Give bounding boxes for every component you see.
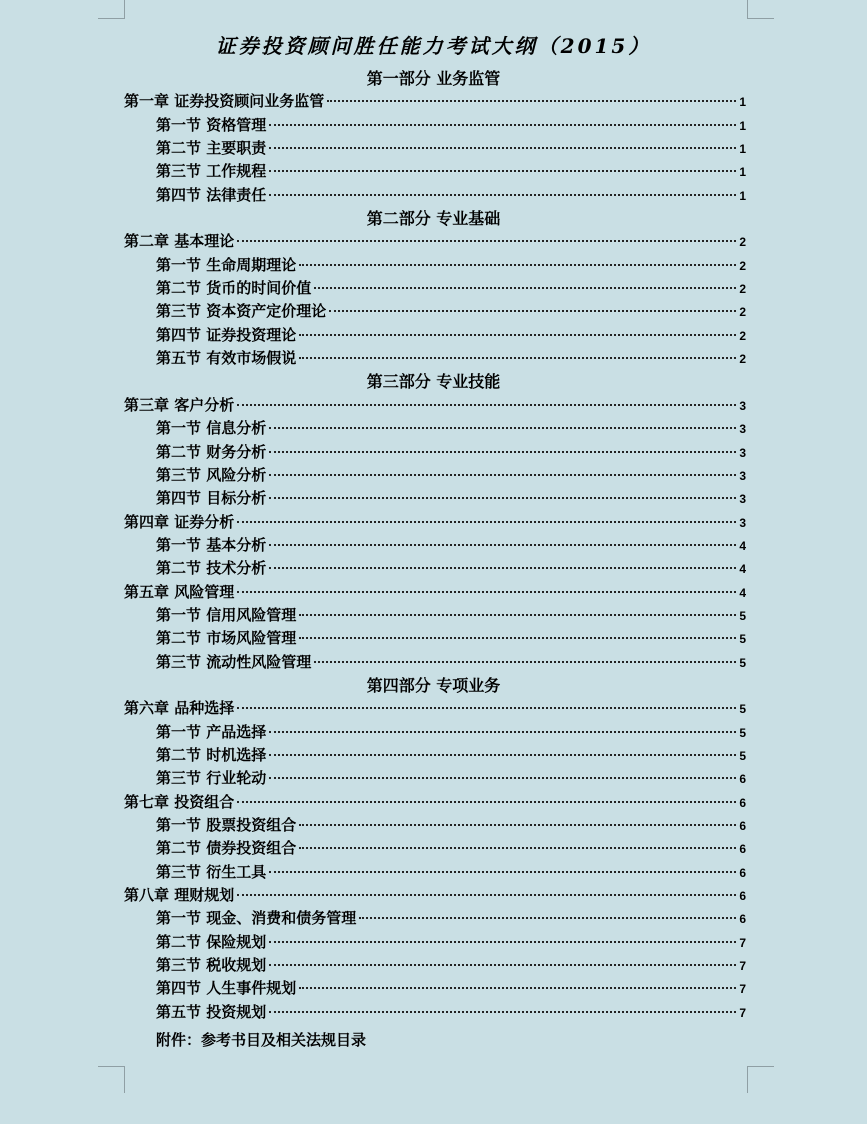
page-number: 1 (739, 165, 746, 180)
section-title: 第一节 股票投资组合 (156, 816, 297, 834)
chapter-title: 第一章 证券投资顾问业务监管 (124, 92, 325, 111)
toc-entry-link[interactable] (156, 977, 746, 1001)
page-number: 7 (739, 982, 746, 997)
dot-leader (269, 124, 736, 126)
page-number: 6 (739, 912, 746, 927)
chapter-title: 第四章 证券分析 (124, 512, 235, 531)
section-title: 第二节 技术分析 (156, 559, 267, 578)
appendix-row (0, 1029, 867, 1052)
page-number: 3 (739, 515, 746, 530)
toc-section-row (0, 907, 867, 930)
part-heading: 第一部分 业务监管 (366, 69, 501, 88)
section-title: 第四节 证券投资理论 (156, 325, 297, 344)
toc-entry-link[interactable] (156, 861, 746, 885)
toc-entry-link[interactable] (124, 511, 746, 535)
dot-leader (314, 287, 736, 289)
toc-entry-link[interactable] (124, 697, 746, 721)
page-number: 6 (739, 865, 746, 880)
dot-leader (237, 521, 736, 523)
toc-section-row (0, 767, 867, 790)
page-number: 4 (739, 538, 746, 553)
toc-section-row (0, 954, 867, 977)
dot-leader (299, 637, 736, 639)
toc-entry-link[interactable] (156, 324, 746, 348)
toc-section-row (0, 1001, 867, 1024)
dot-leader (269, 777, 736, 779)
toc-section-row (0, 347, 867, 370)
toc-entry-link[interactable] (156, 417, 746, 441)
chapter-title: 第三章 客户分析 (124, 395, 235, 414)
toc-entry-link[interactable] (156, 557, 746, 581)
section-title: 第二节 主要职责 (156, 139, 267, 158)
section-title: 第一节 信息分析 (156, 419, 267, 438)
page-number: 5 (739, 725, 746, 740)
page-number: 1 (739, 142, 746, 157)
page-number: 4 (739, 585, 746, 600)
toc-section-row (0, 744, 867, 767)
toc-section-row (0, 300, 867, 323)
toc-entry-link[interactable] (124, 884, 746, 908)
section-title: 第一节 信用风险管理 (156, 605, 297, 624)
section-title: 第三节 行业轮动 (156, 769, 267, 788)
toc-section-row (0, 137, 867, 160)
toc-entry-link[interactable] (156, 254, 746, 278)
section-title: 第五节 投资规划 (156, 1002, 267, 1021)
toc-entry-link[interactable] (124, 791, 746, 815)
section-title: 第二节 财务分析 (156, 442, 267, 461)
page-number: 7 (739, 1005, 746, 1020)
toc-section-row (0, 604, 867, 627)
page-number: 2 (739, 352, 746, 367)
section-title: 第五节 有效市场假说 (156, 349, 297, 368)
page-number: 2 (739, 235, 746, 250)
dot-leader (299, 264, 736, 266)
toc-section-row (0, 324, 867, 347)
dot-leader (269, 427, 736, 429)
toc-section-row (0, 534, 867, 557)
section-title: 第三节 风险分析 (156, 465, 267, 484)
page-number: 6 (739, 772, 746, 787)
section-title: 第一节 资格管理 (156, 115, 267, 134)
crop-mark-top-right (747, 0, 774, 19)
toc-entry-link[interactable] (156, 907, 746, 931)
toc-entry-link[interactable] (156, 114, 746, 138)
toc-section-row (0, 114, 867, 137)
dot-leader (314, 661, 736, 663)
page-number: 5 (739, 748, 746, 763)
toc-section-row (0, 931, 867, 954)
toc-entry-link[interactable] (156, 767, 746, 791)
dot-leader (269, 194, 736, 196)
toc-chapter-row (0, 581, 867, 604)
toc-section-row (0, 277, 867, 300)
page-number: 2 (739, 328, 746, 343)
toc-chapter-row (0, 791, 867, 814)
toc-entry-link[interactable] (124, 581, 746, 605)
toc-entry-link[interactable] (156, 627, 746, 651)
dot-leader (237, 707, 736, 709)
toc-entry-link[interactable] (156, 184, 746, 208)
toc-entry-link[interactable] (156, 534, 746, 558)
dot-leader (269, 497, 736, 499)
section-title: 第二节 时机选择 (156, 745, 267, 764)
toc-entry-link[interactable] (156, 814, 746, 838)
toc-entry-link[interactable] (156, 137, 746, 161)
toc-entry-link[interactable] (156, 954, 746, 978)
toc-section-row (0, 977, 867, 1000)
page-number: 1 (739, 95, 746, 110)
dot-leader (269, 544, 736, 546)
page-number: 3 (739, 445, 746, 460)
crop-mark-bottom-left (98, 1066, 125, 1093)
chapter-title: 第八章 理财规划 (124, 886, 235, 905)
section-title: 第一节 基本分析 (156, 535, 267, 554)
toc-chapter-row (0, 697, 867, 720)
dot-leader (329, 310, 736, 312)
toc-entry-link[interactable] (156, 464, 746, 488)
dot-leader (269, 451, 736, 453)
toc-entry-link[interactable] (156, 651, 746, 675)
page-number: 2 (739, 305, 746, 320)
toc-entry-link[interactable] (156, 347, 746, 371)
dot-leader (269, 964, 736, 966)
toc-section-row (0, 861, 867, 884)
toc-section-row (0, 487, 867, 510)
page-number: 7 (739, 959, 746, 974)
page-number: 5 (739, 655, 746, 670)
toc-entry-link[interactable] (156, 604, 746, 628)
dot-leader (359, 917, 736, 919)
section-title: 第四节 人生事件规划 (156, 979, 297, 998)
toc-entry-link[interactable] (156, 744, 746, 768)
toc-entry-link[interactable] (124, 90, 746, 114)
part-heading: 第四部分 专项业务 (366, 675, 501, 695)
dot-leader (269, 941, 736, 943)
toc-entry-link[interactable] (156, 277, 746, 301)
toc-section-row (0, 627, 867, 650)
toc-section-row (0, 557, 867, 580)
toc-section-row (0, 837, 867, 860)
dot-leader (299, 847, 736, 849)
section-title: 第二节 货币的时间价值 (156, 279, 312, 298)
dot-leader (299, 614, 736, 616)
toc-chapter-row (0, 884, 867, 907)
toc-chapter-row (0, 511, 867, 534)
toc-section-row (0, 464, 867, 487)
page-number: 5 (739, 702, 746, 717)
toc-section-row (0, 417, 867, 440)
dot-leader (237, 894, 736, 896)
toc-entry-link[interactable] (156, 487, 746, 511)
page-number: 4 (739, 562, 746, 577)
toc-chapter-row (0, 230, 867, 253)
section-title: 第二节 保险规划 (156, 932, 267, 951)
chapter-title: 第七章 投资组合 (124, 792, 235, 811)
page-number: 7 (739, 935, 746, 950)
dot-leader (299, 987, 736, 989)
toc-entry-link[interactable] (156, 300, 746, 324)
part-heading: 第二部分 专业基础 (366, 209, 501, 229)
section-title: 第四节 目标分析 (156, 489, 267, 508)
document-title: 证券投资顾问胜任能力考试大纲（2015） (215, 34, 652, 58)
section-title: 第一节 产品选择 (156, 722, 267, 741)
dot-leader (269, 170, 736, 172)
dot-leader (269, 1011, 736, 1013)
page-number: 6 (739, 842, 746, 857)
page-number: 3 (739, 468, 746, 483)
section-title: 第三节 流动性风险管理 (156, 652, 312, 671)
dot-leader (237, 240, 736, 242)
toc-section-row (0, 160, 867, 183)
toc-section-row (0, 254, 867, 277)
dot-leader (299, 357, 736, 359)
page-number: 3 (739, 492, 746, 507)
section-title: 第三节 税收规划 (156, 956, 267, 975)
dot-leader (269, 731, 736, 733)
dot-leader (299, 824, 736, 826)
page-number: 6 (739, 889, 746, 904)
dot-leader (269, 871, 736, 873)
section-title: 第二节 市场风险管理 (156, 629, 297, 648)
section-title: 第一节 现金、消费和债务管理 (156, 909, 357, 928)
toc-entry-link[interactable] (156, 837, 746, 861)
page-number: 1 (739, 188, 746, 203)
page-number: 2 (739, 282, 746, 297)
toc-section-row (0, 721, 867, 744)
page-number: 5 (739, 632, 746, 647)
toc-entry-link[interactable] (124, 230, 746, 254)
crop-mark-top-left (98, 0, 125, 19)
page-number: 6 (739, 795, 746, 810)
section-title: 第二节 债券投资组合 (156, 839, 297, 858)
toc-entry-link[interactable] (124, 394, 746, 418)
dot-leader (269, 147, 736, 149)
section-title: 第三节 工作规程 (156, 162, 267, 181)
toc-entry-link[interactable] (156, 931, 746, 955)
toc-section-row (0, 651, 867, 674)
toc-entry-link[interactable] (156, 160, 746, 184)
appendix-text: 附件：参考书目及相关法规目录 (156, 1031, 367, 1050)
toc-entry-link[interactable] (156, 721, 746, 745)
section-title: 第一节 生命周期理论 (156, 255, 297, 274)
toc-section-row (0, 441, 867, 464)
chapter-title: 第二章 基本理论 (124, 232, 235, 251)
chapter-title: 第六章 品种选择 (124, 699, 235, 718)
page-number: 2 (739, 258, 746, 273)
dot-leader (269, 567, 736, 569)
section-title: 第三节 资本资产定价理论 (156, 302, 327, 321)
dot-leader (237, 801, 736, 803)
toc-entry-link[interactable] (156, 441, 746, 465)
toc-chapter-row (0, 90, 867, 113)
dot-leader (327, 100, 736, 102)
section-title: 第四节 法律责任 (156, 185, 267, 204)
chapter-title: 第五章 风险管理 (124, 582, 235, 601)
toc-entry-link[interactable] (156, 1001, 746, 1025)
dot-leader (237, 591, 736, 593)
dot-leader (269, 474, 736, 476)
crop-mark-bottom-right (747, 1066, 774, 1093)
table-of-contents (0, 67, 867, 1052)
page-number: 5 (739, 608, 746, 623)
toc-chapter-row (0, 394, 867, 417)
part-heading: 第三部分 专业技能 (366, 372, 501, 392)
toc-section-row (0, 184, 867, 207)
page-number: 3 (739, 422, 746, 437)
dot-leader (269, 754, 736, 756)
page-number: 1 (739, 118, 746, 133)
page-number: 3 (739, 398, 746, 413)
page-number: 6 (739, 819, 746, 833)
section-title: 第三节 衍生工具 (156, 862, 267, 881)
dot-leader (299, 334, 736, 336)
toc-section-row (0, 814, 867, 837)
dot-leader (237, 404, 736, 406)
